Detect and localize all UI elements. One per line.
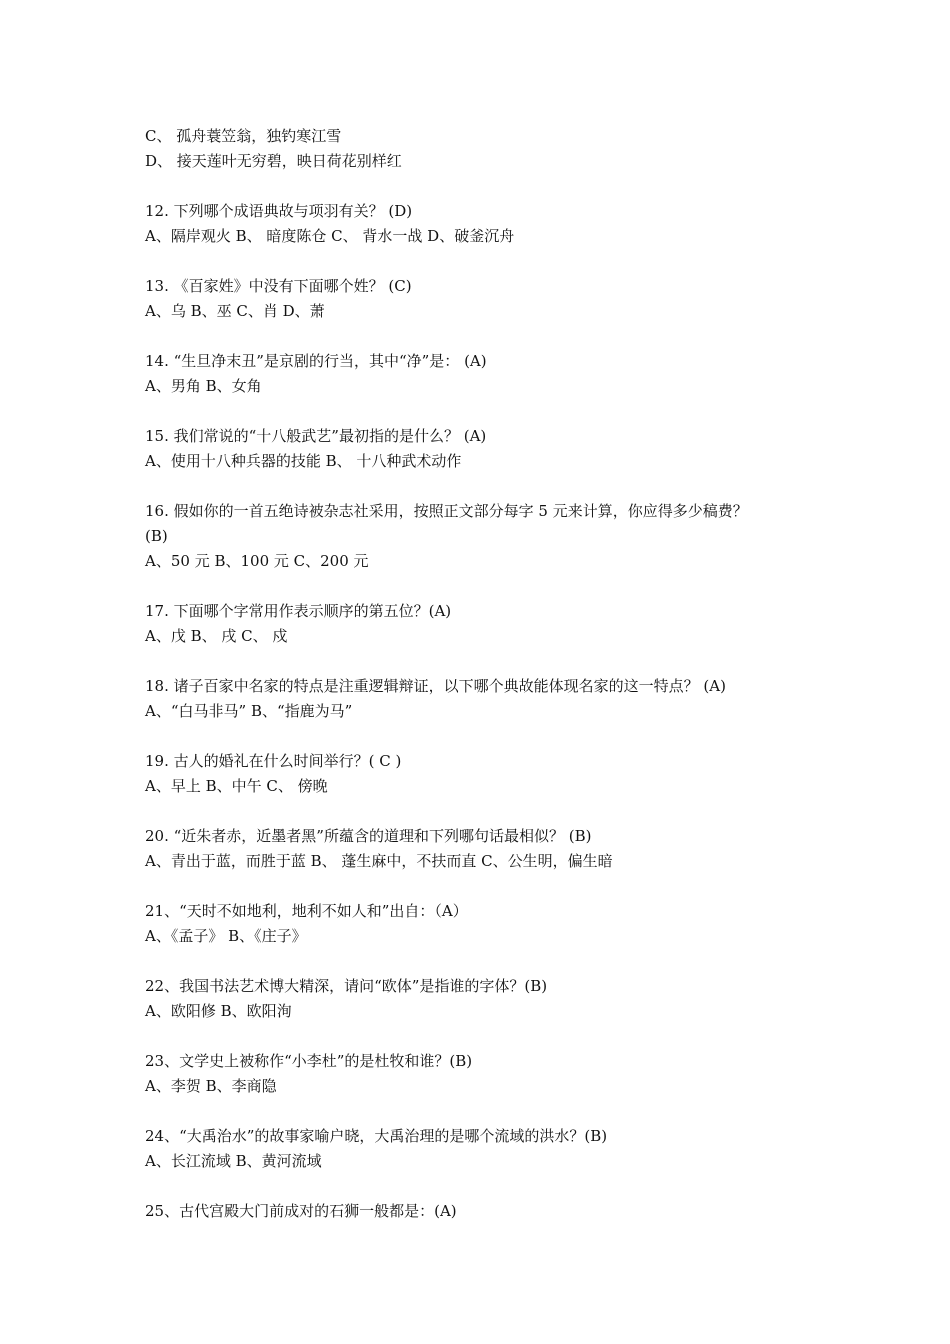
question-text: 20. “近朱者赤，近墨者黑”所蕴含的道理和下列哪句话最相似？ (B) [145,827,592,845]
question-text: 14. “生旦净末丑”是京剧的行当，其中“净”是： (A) [145,352,487,370]
spacer [145,174,825,199]
question-text: 13. 《百家姓》中没有下面哪个姓？ (C) [145,277,412,295]
spacer [145,724,825,749]
question-options: A、青出于蓝，而胜于蓝 B、 蓬生麻中，不扶而直 C、公生明，偏生暗 [145,852,613,870]
question-23 [145,1049,825,1099]
question-options: A、《孟子》 B、《庄子》 [145,927,307,945]
question-16 [145,499,825,574]
question-text: 24、“大禹治水”的故事家喻户晓，大禹治理的是哪个流域的洪水？(B) [145,1127,608,1145]
question-options: A、隔岸观火 B、 暗度陈仓 C、 背水一战 D、破釜沉舟 [145,227,515,245]
spacer [145,799,825,824]
question-21 [145,899,825,949]
question-options: A、早上 B、中午 C、 傍晚 [145,777,328,795]
question-text: 17. 下面哪个字常用作表示顺序的第五位？(A) [145,602,452,620]
question-text: 19. 古人的婚礼在什么时间举行？( C ) [145,752,402,770]
option-line: D、 接天莲叶无穷碧，映日荷花别样红 [145,152,402,170]
question-options: A、戊 B、 戌 C、 戍 [145,627,288,645]
spacer [145,649,825,674]
spacer [145,1174,825,1199]
spacer [145,949,825,974]
question-text: 25、古代宫殿大门前成对的石狮一般都是：(A) [145,1202,457,1220]
document-content [145,124,825,1224]
question-text: 12. 下列哪个成语典故与项羽有关？ (D) [145,202,413,220]
question-options: A、欧阳修 B、欧阳洵 [145,1002,292,1020]
question-19 [145,749,825,799]
spacer [145,399,825,424]
question-text: 21、“天时不如地利，地利不如人和”出自：（A） [145,902,468,920]
question-options: A、乌 B、巫 C、肖 D、萧 [145,302,325,320]
question-20 [145,824,825,874]
question-25 [145,1199,825,1224]
question-options: A、李贺 B、李商隐 [145,1077,277,1095]
question-13 [145,274,825,324]
question-22 [145,974,825,1024]
question-text: 18. 诸子百家中名家的特点是注重逻辑辩证，以下哪个典故能体现名家的这一特点？ (A) [145,677,726,695]
question-options: A、使用十八种兵器的技能 B、 十八种武术动作 [145,452,462,470]
question-24 [145,1124,825,1174]
question-12 [145,199,825,249]
spacer [145,249,825,274]
question-18 [145,674,825,724]
question-options: A、男角 B、女角 [145,377,262,395]
question-text: 23、文学史上被称作“小李杜”的是杜牧和谁？(B) [145,1052,473,1070]
question-text: 16. 假如你的一首五绝诗被杂志社采用，按照正文部分每字 5 元来计算，你应得多少稿费？ [145,502,748,520]
question-17 [145,599,825,649]
spacer [145,1099,825,1124]
question-options: A、“白马非马” B、“指鹿为马” [145,702,353,720]
spacer [145,1024,825,1049]
option-line: C、 孤舟蓑笠翁，独钓寒江雪 [145,127,342,145]
spacer [145,874,825,899]
spacer [145,474,825,499]
question-text: 15. 我们常说的“十八般武艺”最初指的是什么？ (A) [145,427,487,445]
question-text: 22、我国书法艺术博大精深，请问“欧体”是指谁的字体？(B) [145,977,548,995]
question-15 [145,424,825,474]
question-answer-continued: (B) [145,527,168,545]
spacer [145,574,825,599]
question-options: A、50 元 B、100 元 C、200 元 [145,552,369,570]
question-options: A、长江流域 B、黄河流域 [145,1152,322,1170]
question-14 [145,349,825,399]
spacer [145,324,825,349]
